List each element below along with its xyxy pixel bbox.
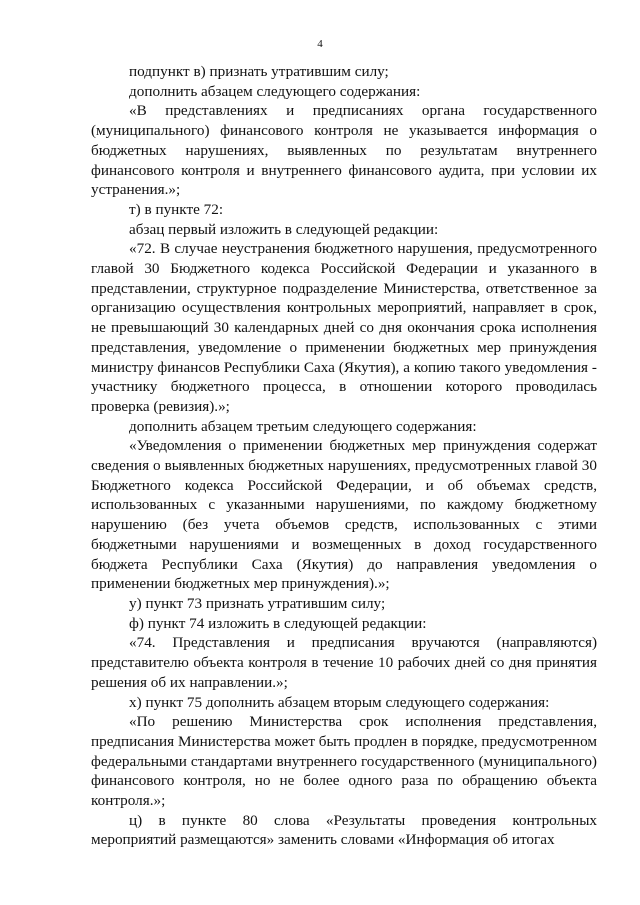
document-body: [91, 62, 597, 850]
paragraph: абзац первый изложить в следующей редакции:: [129, 220, 439, 238]
paragraph: «По решению Министерства срок исполнения представления, предписания Министерства может быть продлен в порядке, предусмотренном федеральными стандартами внутреннего государственного (муниципального) финансового контроля, но не более одного раза по обращению объекта контроля.»;: [91, 713, 597, 810]
paragraph: «72. В случае неустранения бюджетного нарушения, предусмотренного главой 30 Бюджетного кодекса Российской Федерации и указанного в представлении, структурное подразделение Министерства, ответственное за организацию осуществления контрольных мероприятий, направляет в срок, не превышающий 30 календарных дней со дня окончания срока исполнения представления, уведомление о применении бюджетных мер принуждения министру финансов Республики Саха (Якутия), а копию такого уведомления - участнику бюджетного процесса, в отношении которого проводилась проверка (ревизия).»;: [91, 240, 597, 415]
paragraph: «74. Представления и предписания вручаются (направляются) представителю объекта контроля в течение 10 рабочих дней со дня принятия решения об их направлении.»;: [91, 634, 597, 691]
paragraph: у) пункт 73 признать утратившим силу;: [129, 594, 386, 612]
paragraph: дополнить абзацем следующего содержания:: [129, 82, 421, 100]
paragraph: т) в пункте 72:: [129, 200, 224, 218]
page-number: 4: [317, 38, 323, 50]
paragraph: ф) пункт 74 изложить в следующей редакции:: [129, 614, 427, 632]
paragraph: дополнить абзацем третьим следующего содержания:: [129, 417, 477, 435]
paragraph: «В представлениях и предписаниях органа государственного (муниципального) финансового контроля не указывается информация о бюджетных нарушениях, выявленных по результатам внутреннего финансового контроля и внутреннего финансового аудита, при условии их устранения.»;: [91, 102, 597, 199]
paragraph: х) пункт 75 дополнить абзацем вторым следующего содержания:: [129, 693, 550, 711]
paragraph: подпункт в) признать утратившим силу;: [129, 63, 389, 80]
paragraph: ц) в пункте 80 слова «Результаты проведения контрольных мероприятий размещаются» заменить словами «Информация об итогах: [91, 811, 597, 849]
paragraph: «Уведомления о применении бюджетных мер принуждения содержат сведения о выявленных бюджетных нарушениях, предусмотренных главой 30 Бюджетного кодекса Российской Федерации, и об объемах средств, использованных с указанными нарушениями, по каждому бюджетному нарушению (без учета объемов средств, использованных с этими бюджетными нарушениями и возмещенных в доход государственного бюджета Республики Саха (Якутия) до направления уведомления о применении бюджетных мер принуждения).»;: [91, 437, 597, 593]
